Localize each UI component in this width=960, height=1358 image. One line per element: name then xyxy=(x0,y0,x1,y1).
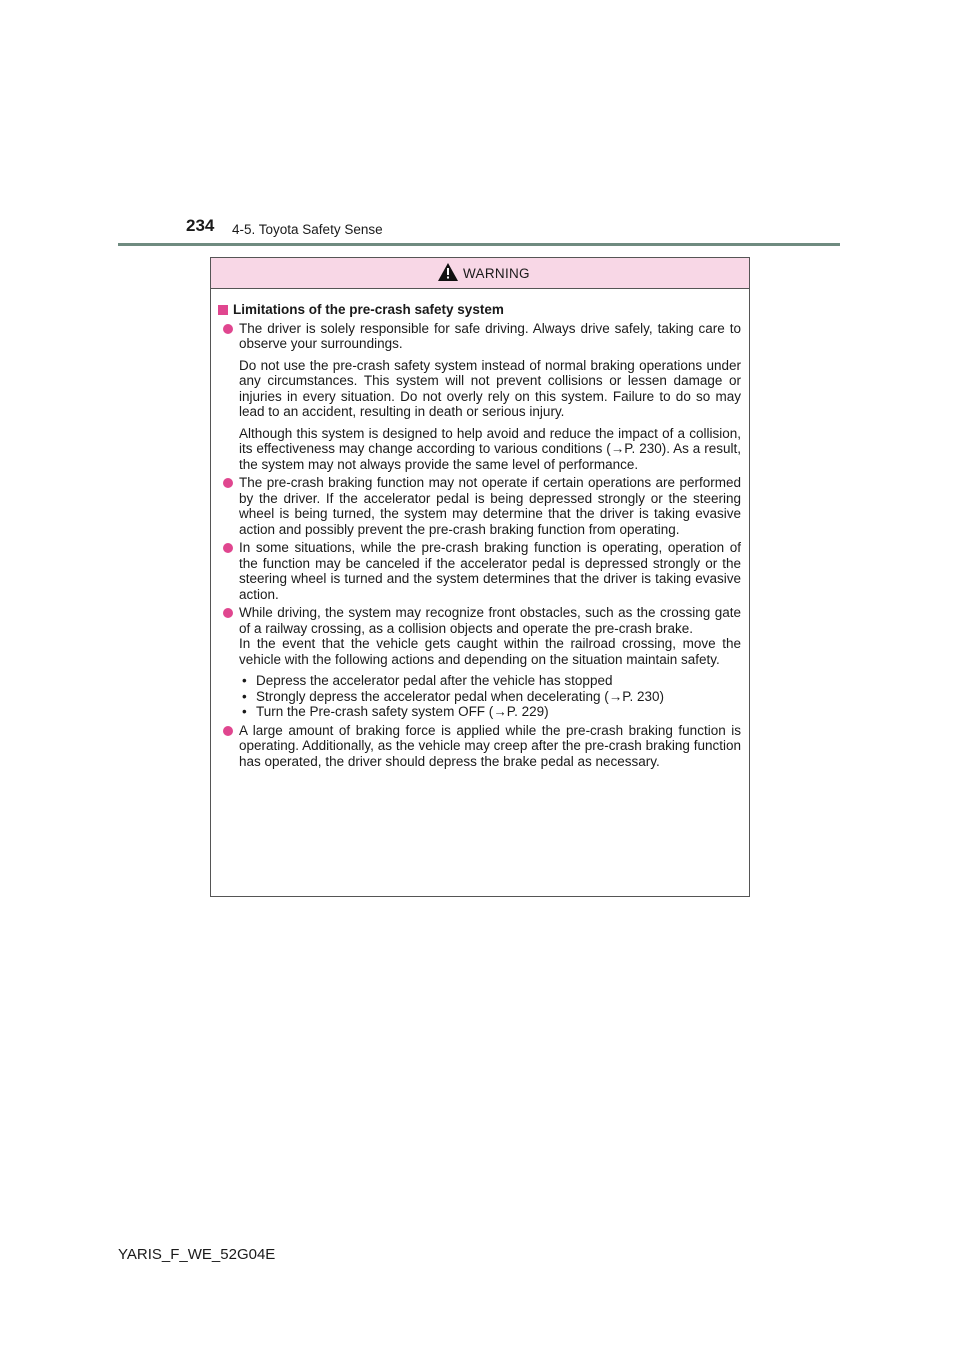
circle-bullet-icon xyxy=(223,478,233,488)
item-paragraph: In some situations, while the pre-crash braking function is operating, operation of the function may be canceled if the accelerator pedal is depressed strongly or the steering wheel is turned and the system determines that the driver is taking evasive action. xyxy=(239,540,741,602)
item-paragraph: Although this system is designed to help avoid and reduce the impact of a collision, its effectiveness may change according to various conditions (→P. 230). As a result, the system may not always provide the same level of performance. xyxy=(239,425,741,472)
warning-body xyxy=(211,289,749,769)
circle-bullet-icon xyxy=(223,543,233,553)
warning-title: Limitations of the pre-crash safety system xyxy=(233,302,504,317)
list-item xyxy=(218,475,741,537)
warning-triangle-icon xyxy=(438,263,458,281)
item-paragraph: While driving, the system may recognize front obstacles, such as the crossing gate of a railway crossing, as a collision objects and operate the pre-crash brake. xyxy=(239,605,741,636)
sub-bullet: • Depress the accelerator pedal after the vehicle has stopped xyxy=(242,673,613,688)
list-item xyxy=(218,321,741,473)
page-number: 234 xyxy=(186,216,215,235)
section-title: 4-5. Toyota Safety Sense xyxy=(232,222,383,237)
circle-bullet-icon xyxy=(223,608,233,618)
item-paragraph: The pre-crash braking function may not operate if certain operations are performed by the driver. If the accelerator pedal is being depressed strongly or the steering wheel is being turned, the system may determine that the driver is taking evasive action and possibly prevent the pre-crash braking function from operating. xyxy=(239,475,741,537)
circle-bullet-icon xyxy=(223,726,233,736)
item-paragraph: A large amount of braking force is applied while the pre-crash braking function is operating. Additionally, as the vehicle may creep after the pre-crash braking function has operated, the driver should depress the brake pedal as necessary. xyxy=(239,722,741,769)
list-item xyxy=(218,723,741,770)
list-item xyxy=(218,605,741,720)
square-bullet-icon xyxy=(218,305,228,315)
item-paragraph: The driver is solely responsible for safe driving. Always drive safely, taking care to observe your surroundings. xyxy=(239,320,741,351)
item-paragraph: Do not use the pre-crash safety system instead of normal braking operations under any circumstances. This system will not prevent collisions or lessen damage or injuries in every situation. Do not overly rely on this system. Failure to do so may lead to an accident, resulting in death or serious injury. xyxy=(239,357,741,419)
warning-header xyxy=(211,258,749,289)
warning-title-row xyxy=(218,302,741,318)
list-item xyxy=(218,540,741,602)
warning-box xyxy=(210,257,750,897)
warning-label: WARNING xyxy=(463,266,530,281)
sub-bullet: • Turn the Pre-crash safety system OFF (→P. 229) xyxy=(242,704,549,719)
item-paragraph: In the event that the vehicle gets caught within the railroad crossing, move the vehicle with the following actions and depending on the situation maintain safety. xyxy=(239,636,741,667)
circle-bullet-icon xyxy=(223,324,233,334)
footer-code: YARIS_F_WE_52G04E xyxy=(118,1246,276,1263)
sub-bullet: • Strongly depress the accelerator pedal when decelerating (→P. 230) xyxy=(242,688,664,704)
header-rule xyxy=(118,243,840,246)
sub-bullet-list xyxy=(242,673,741,720)
